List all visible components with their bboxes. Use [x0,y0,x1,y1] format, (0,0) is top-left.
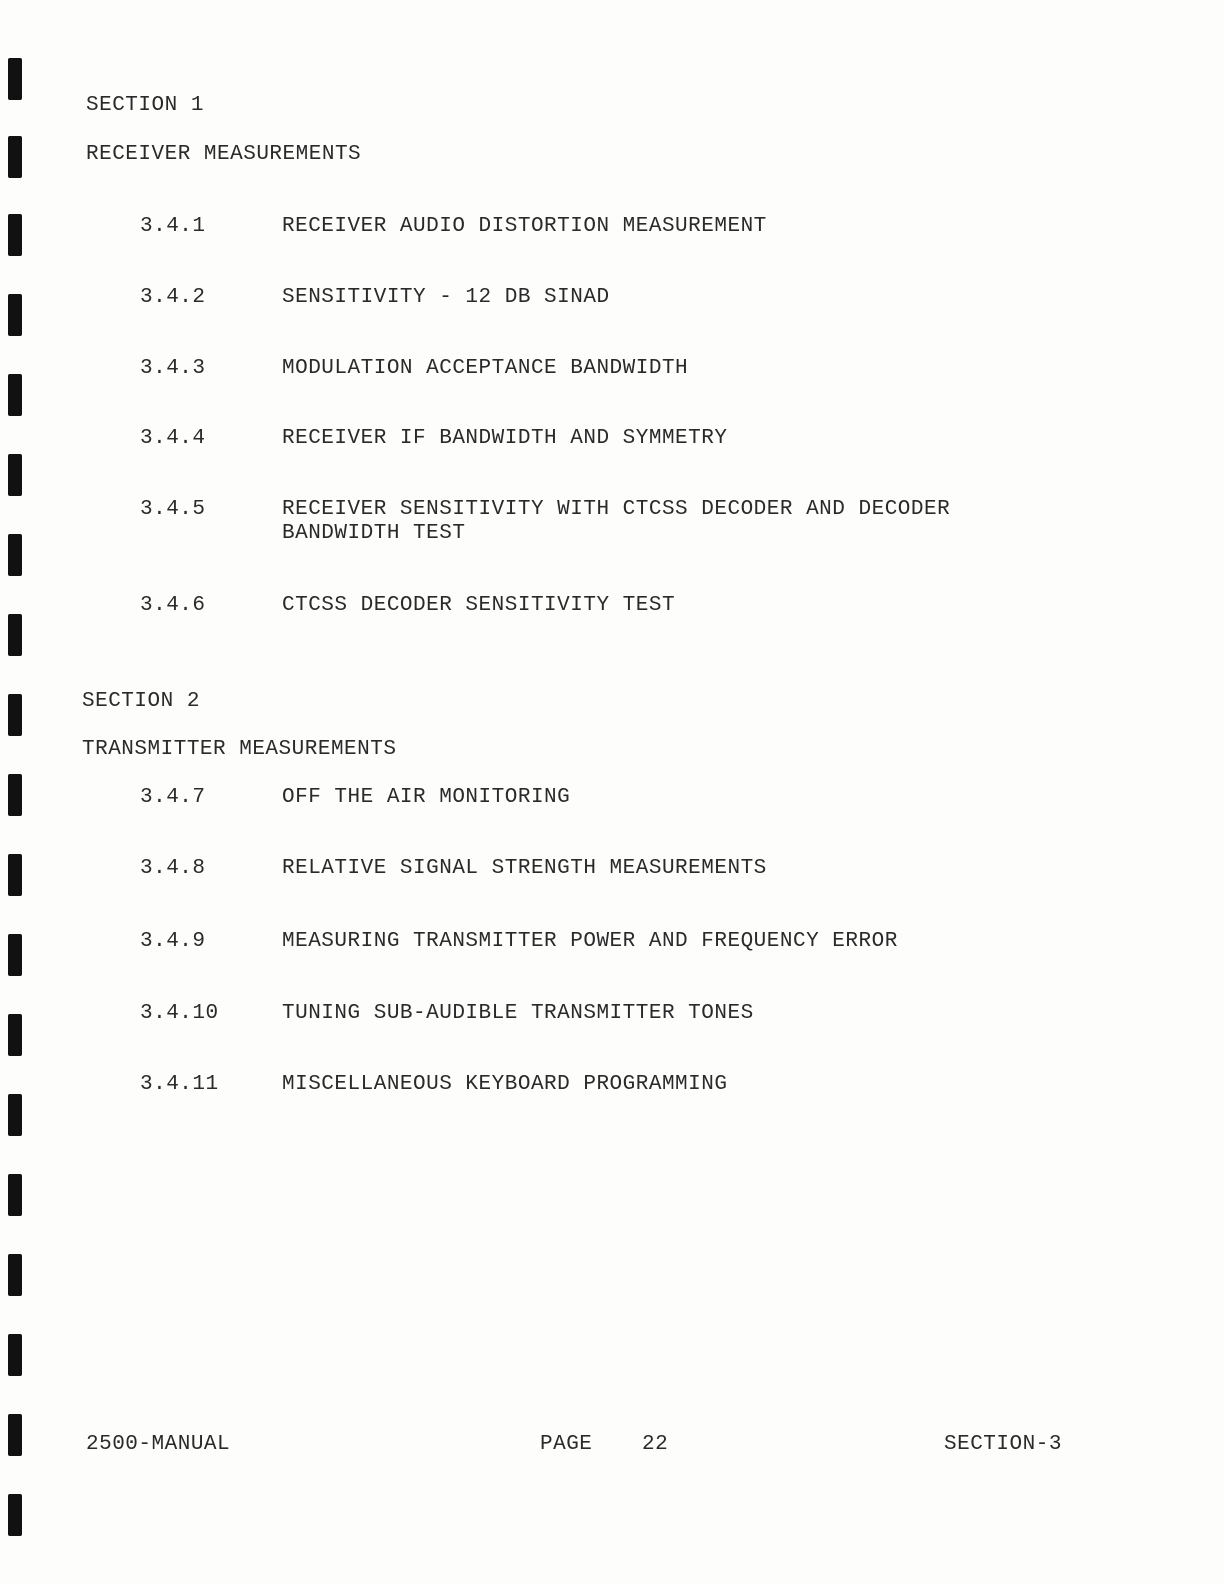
item-number: 3.4.6 [140,594,206,617]
binding-hole [8,454,22,496]
binding-hole [8,214,22,256]
item-number: 3.4.2 [140,286,206,309]
binding-hole [8,534,22,576]
binding-hole [8,1494,22,1536]
item-title: RECEIVER AUDIO DISTORTION MEASUREMENT [282,215,767,238]
section1-title: RECEIVER MEASUREMENTS [86,143,362,166]
section1-heading: SECTION 1 [86,94,204,117]
item-number: 3.4.10 [140,1002,219,1025]
binding-hole [8,1014,22,1056]
binding-hole [8,58,22,100]
footer-section: SECTION-3 [944,1433,1062,1456]
binding-hole [8,1174,22,1216]
item-title: CTCSS DECODER SENSITIVITY TEST [282,594,676,617]
binding-hole [8,934,22,976]
item-title: RELATIVE SIGNAL STRENGTH MEASUREMENTS [282,857,767,880]
item-number: 3.4.4 [140,427,206,450]
item-title: MEASURING TRANSMITTER POWER AND FREQUENCY ERROR [282,930,898,953]
item-title: MODULATION ACCEPTANCE BANDWIDTH [282,357,689,380]
item-number: 3.4.11 [140,1073,219,1096]
binding-hole [8,854,22,896]
item-number: 3.4.3 [140,357,206,380]
item-number: 3.4.5 [140,498,206,521]
binding-hole [8,694,22,736]
footer-page-label: PAGE [540,1433,593,1456]
binding-hole [8,136,22,178]
section2-title: TRANSMITTER MEASUREMENTS [82,738,397,761]
item-title: TUNING SUB-AUDIBLE TRANSMITTER TONES [282,1002,754,1025]
binding-hole [8,774,22,816]
item-number: 3.4.7 [140,786,206,809]
item-title: RECEIVER SENSITIVITY WITH CTCSS DECODER AND DECODER [282,498,951,521]
section2-heading: SECTION 2 [82,690,200,713]
footer-page-number: 22 [642,1433,669,1456]
item-number: 3.4.8 [140,857,206,880]
item-title: RECEIVER IF BANDWIDTH AND SYMMETRY [282,427,728,450]
binding-hole [8,1414,22,1456]
binding-hole [8,1254,22,1296]
item-title-continuation: BANDWIDTH TEST [282,522,466,545]
binding-hole [8,1094,22,1136]
item-title: MISCELLANEOUS KEYBOARD PROGRAMMING [282,1073,728,1096]
binding-hole [8,294,22,336]
footer-manual-id: 2500-MANUAL [86,1433,231,1456]
item-title: SENSITIVITY - 12 DB SINAD [282,286,610,309]
item-number: 3.4.9 [140,930,206,953]
binding-holes [8,0,28,1584]
binding-hole [8,1334,22,1376]
binding-hole [8,614,22,656]
item-title: OFF THE AIR MONITORING [282,786,571,809]
binding-hole [8,374,22,416]
item-number: 3.4.1 [140,215,206,238]
